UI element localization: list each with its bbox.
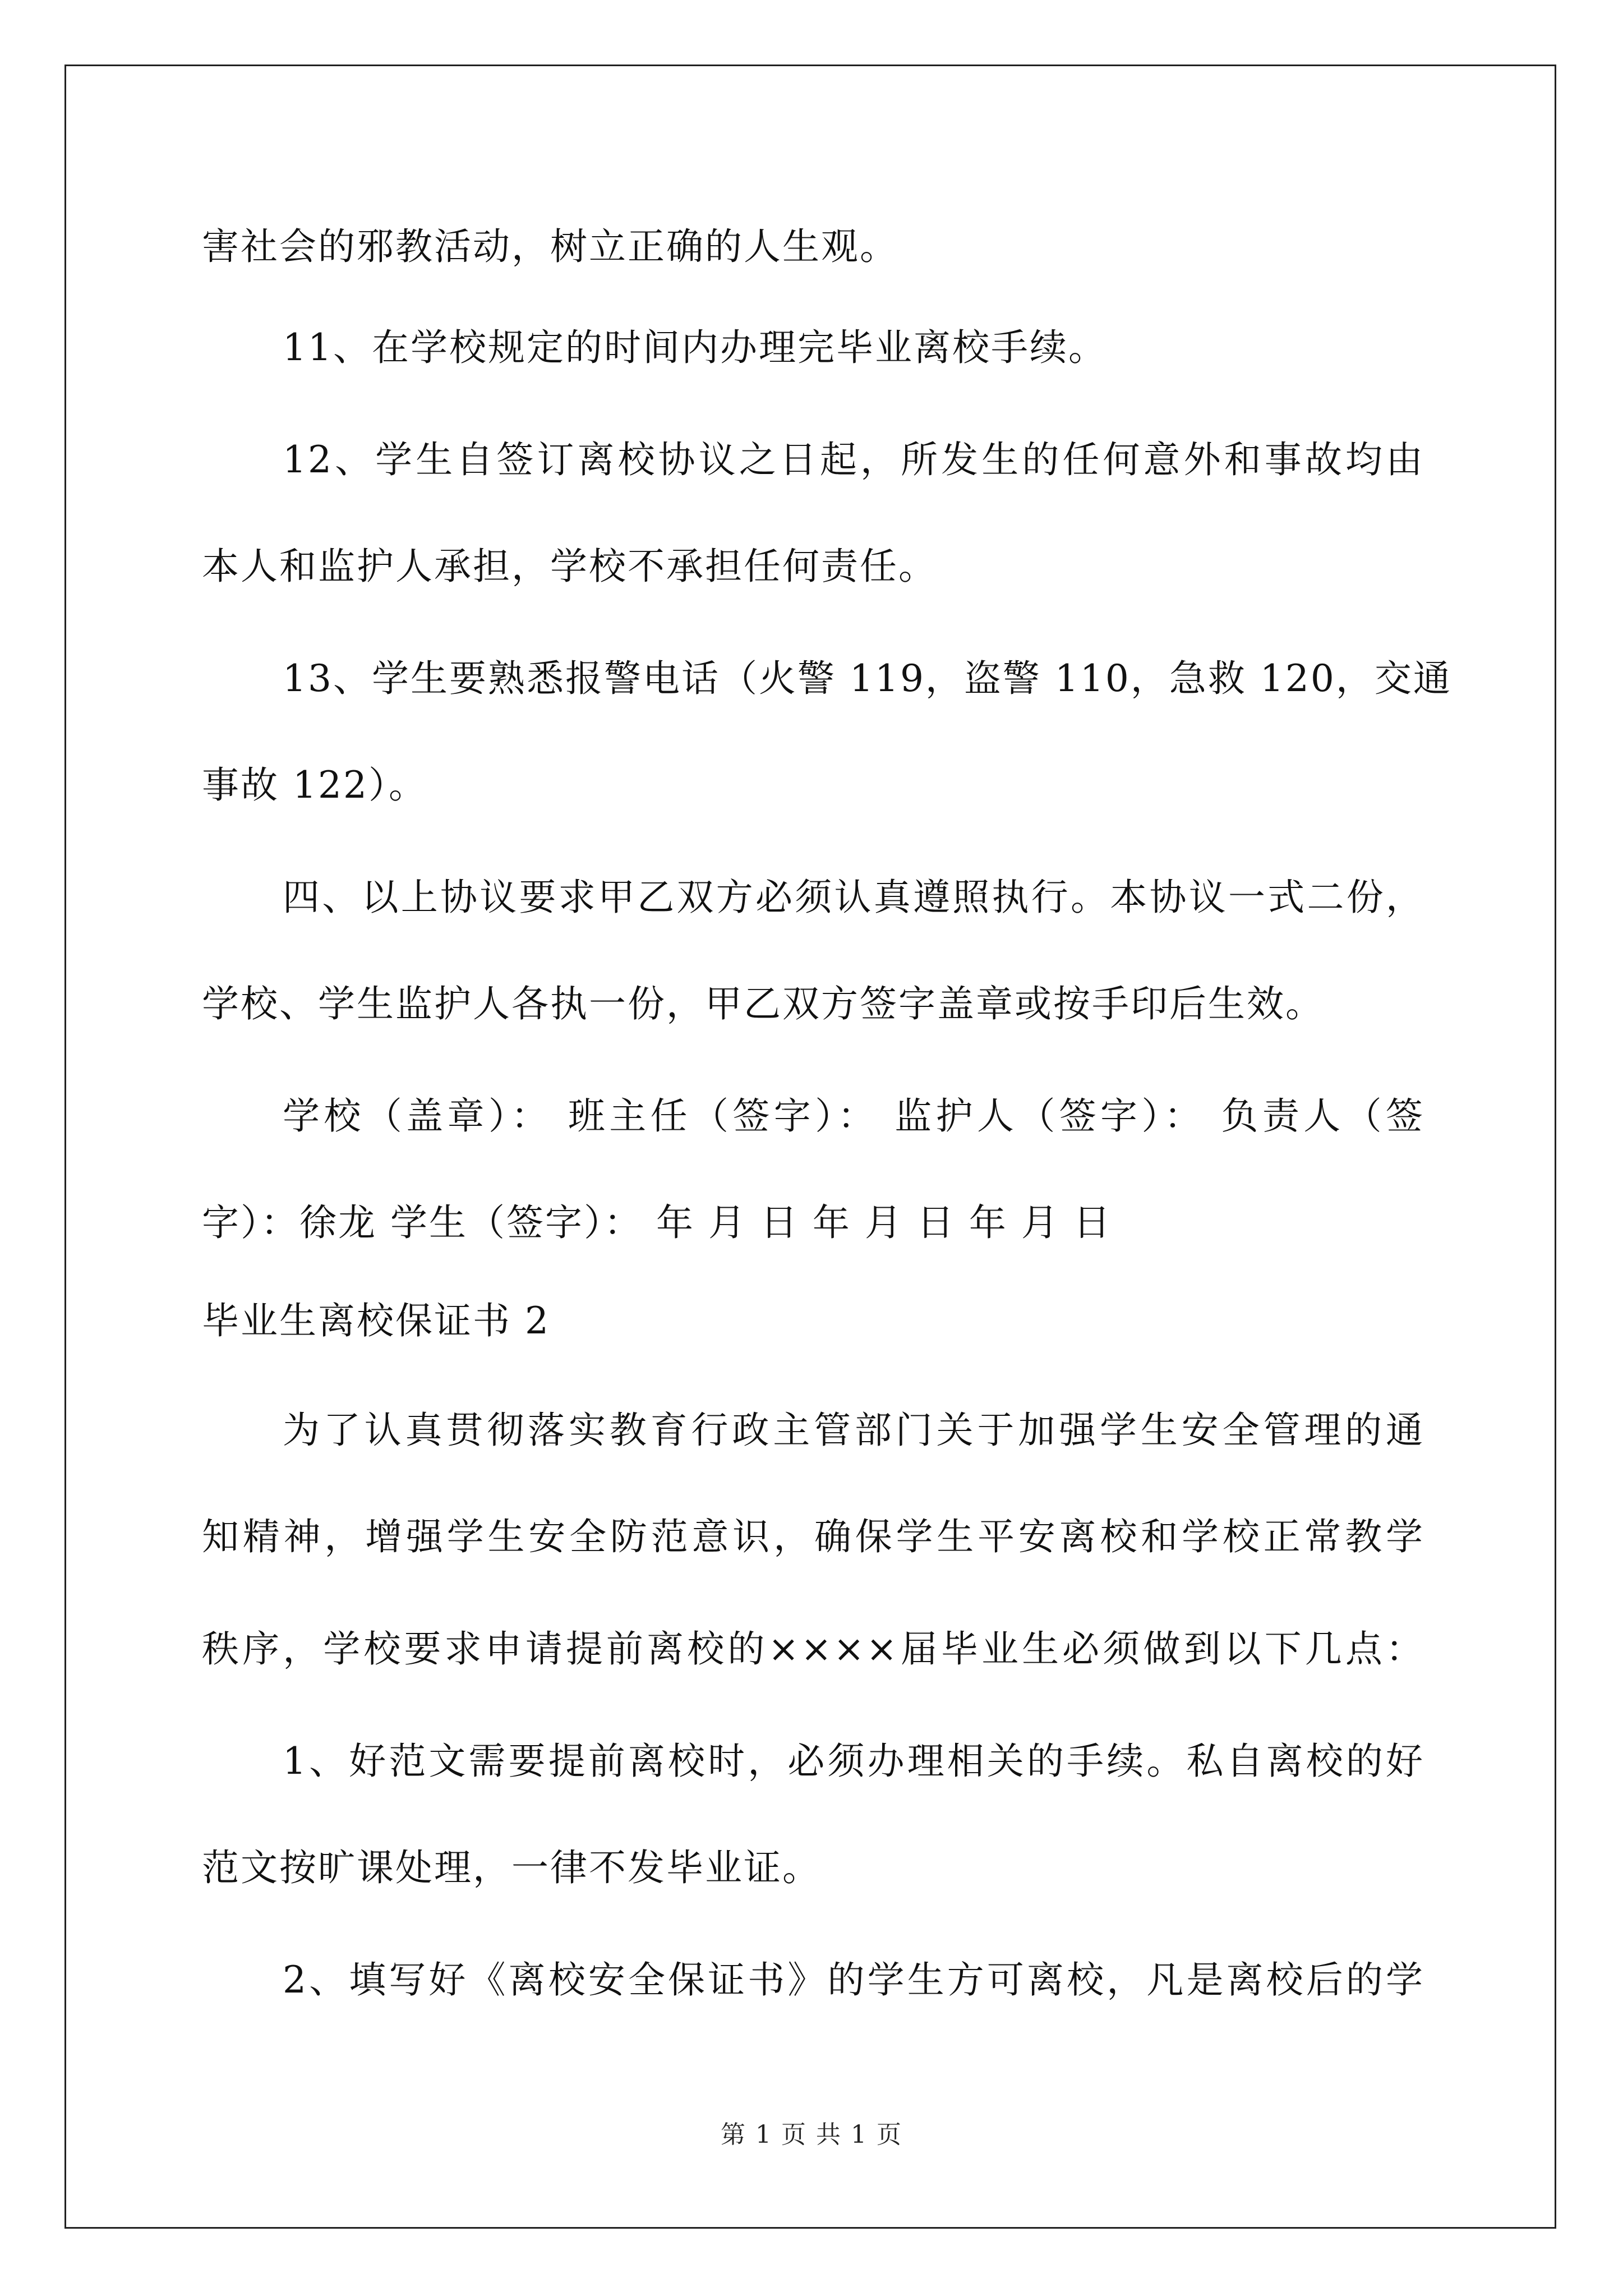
- text-line-10: 字）：徐龙 学生（签字）： 年 月 日 年 月 日 年 月 日: [202, 1201, 1112, 1244]
- text-line-16: 范文按旷课处理，一律不发毕业证。: [202, 1846, 821, 1889]
- text-line-8: 学校、学生监护人各执一份，甲乙双方签字盖章或按手印后生效。: [202, 982, 1324, 1025]
- text-line-13: 知精神，增强学生安全防范意识，确保学生平安离校和学校正常教学: [202, 1515, 1424, 1558]
- text-line-12: 为了认真贯彻落实教育行政主管部门关于加强学生安全管理的通: [283, 1409, 1424, 1452]
- text-line-3: 12、学生自签订离校协议之日起，所发生的任何意外和事故均由: [283, 438, 1424, 481]
- section-heading: 毕业生离校保证书 2: [202, 1299, 550, 1342]
- text-line-7: 四、以上协议要求甲乙双方必须认真遵照执行。本协议一式二份，: [283, 876, 1424, 919]
- text-line-5: 13、学生要熟悉报警电话（火警 119，盗警 110，急救 120，交通: [283, 657, 1452, 700]
- page-footer: 第 1 页 共 1 页: [721, 2120, 902, 2149]
- text-line-4: 本人和监护人承担，学校不承担任何责任。: [202, 545, 937, 588]
- text-line-1: 害社会的邪教活动，树立正确的人生观。: [202, 225, 898, 268]
- text-line-15: 1、好范文需要提前离校时，必须办理相关的手续。私自离校的好: [283, 1740, 1424, 1783]
- text-line-2: 11、在学校规定的时间内办理完毕业离校手续。: [283, 326, 1107, 369]
- text-line-14: 秩序，学校要求申请提前离校的××××届毕业生必须做到以下几点：: [202, 1627, 1424, 1671]
- text-line-9: 学校（盖章）： 班主任（签字）： 监护人（签字）： 负责人（签: [283, 1094, 1424, 1138]
- page-border: [64, 65, 1556, 2229]
- text-line-6: 事故 122）。: [202, 763, 427, 807]
- text-line-17: 2、填写好《离校安全保证书》的学生方可离校，凡是离校后的学: [283, 1958, 1424, 2001]
